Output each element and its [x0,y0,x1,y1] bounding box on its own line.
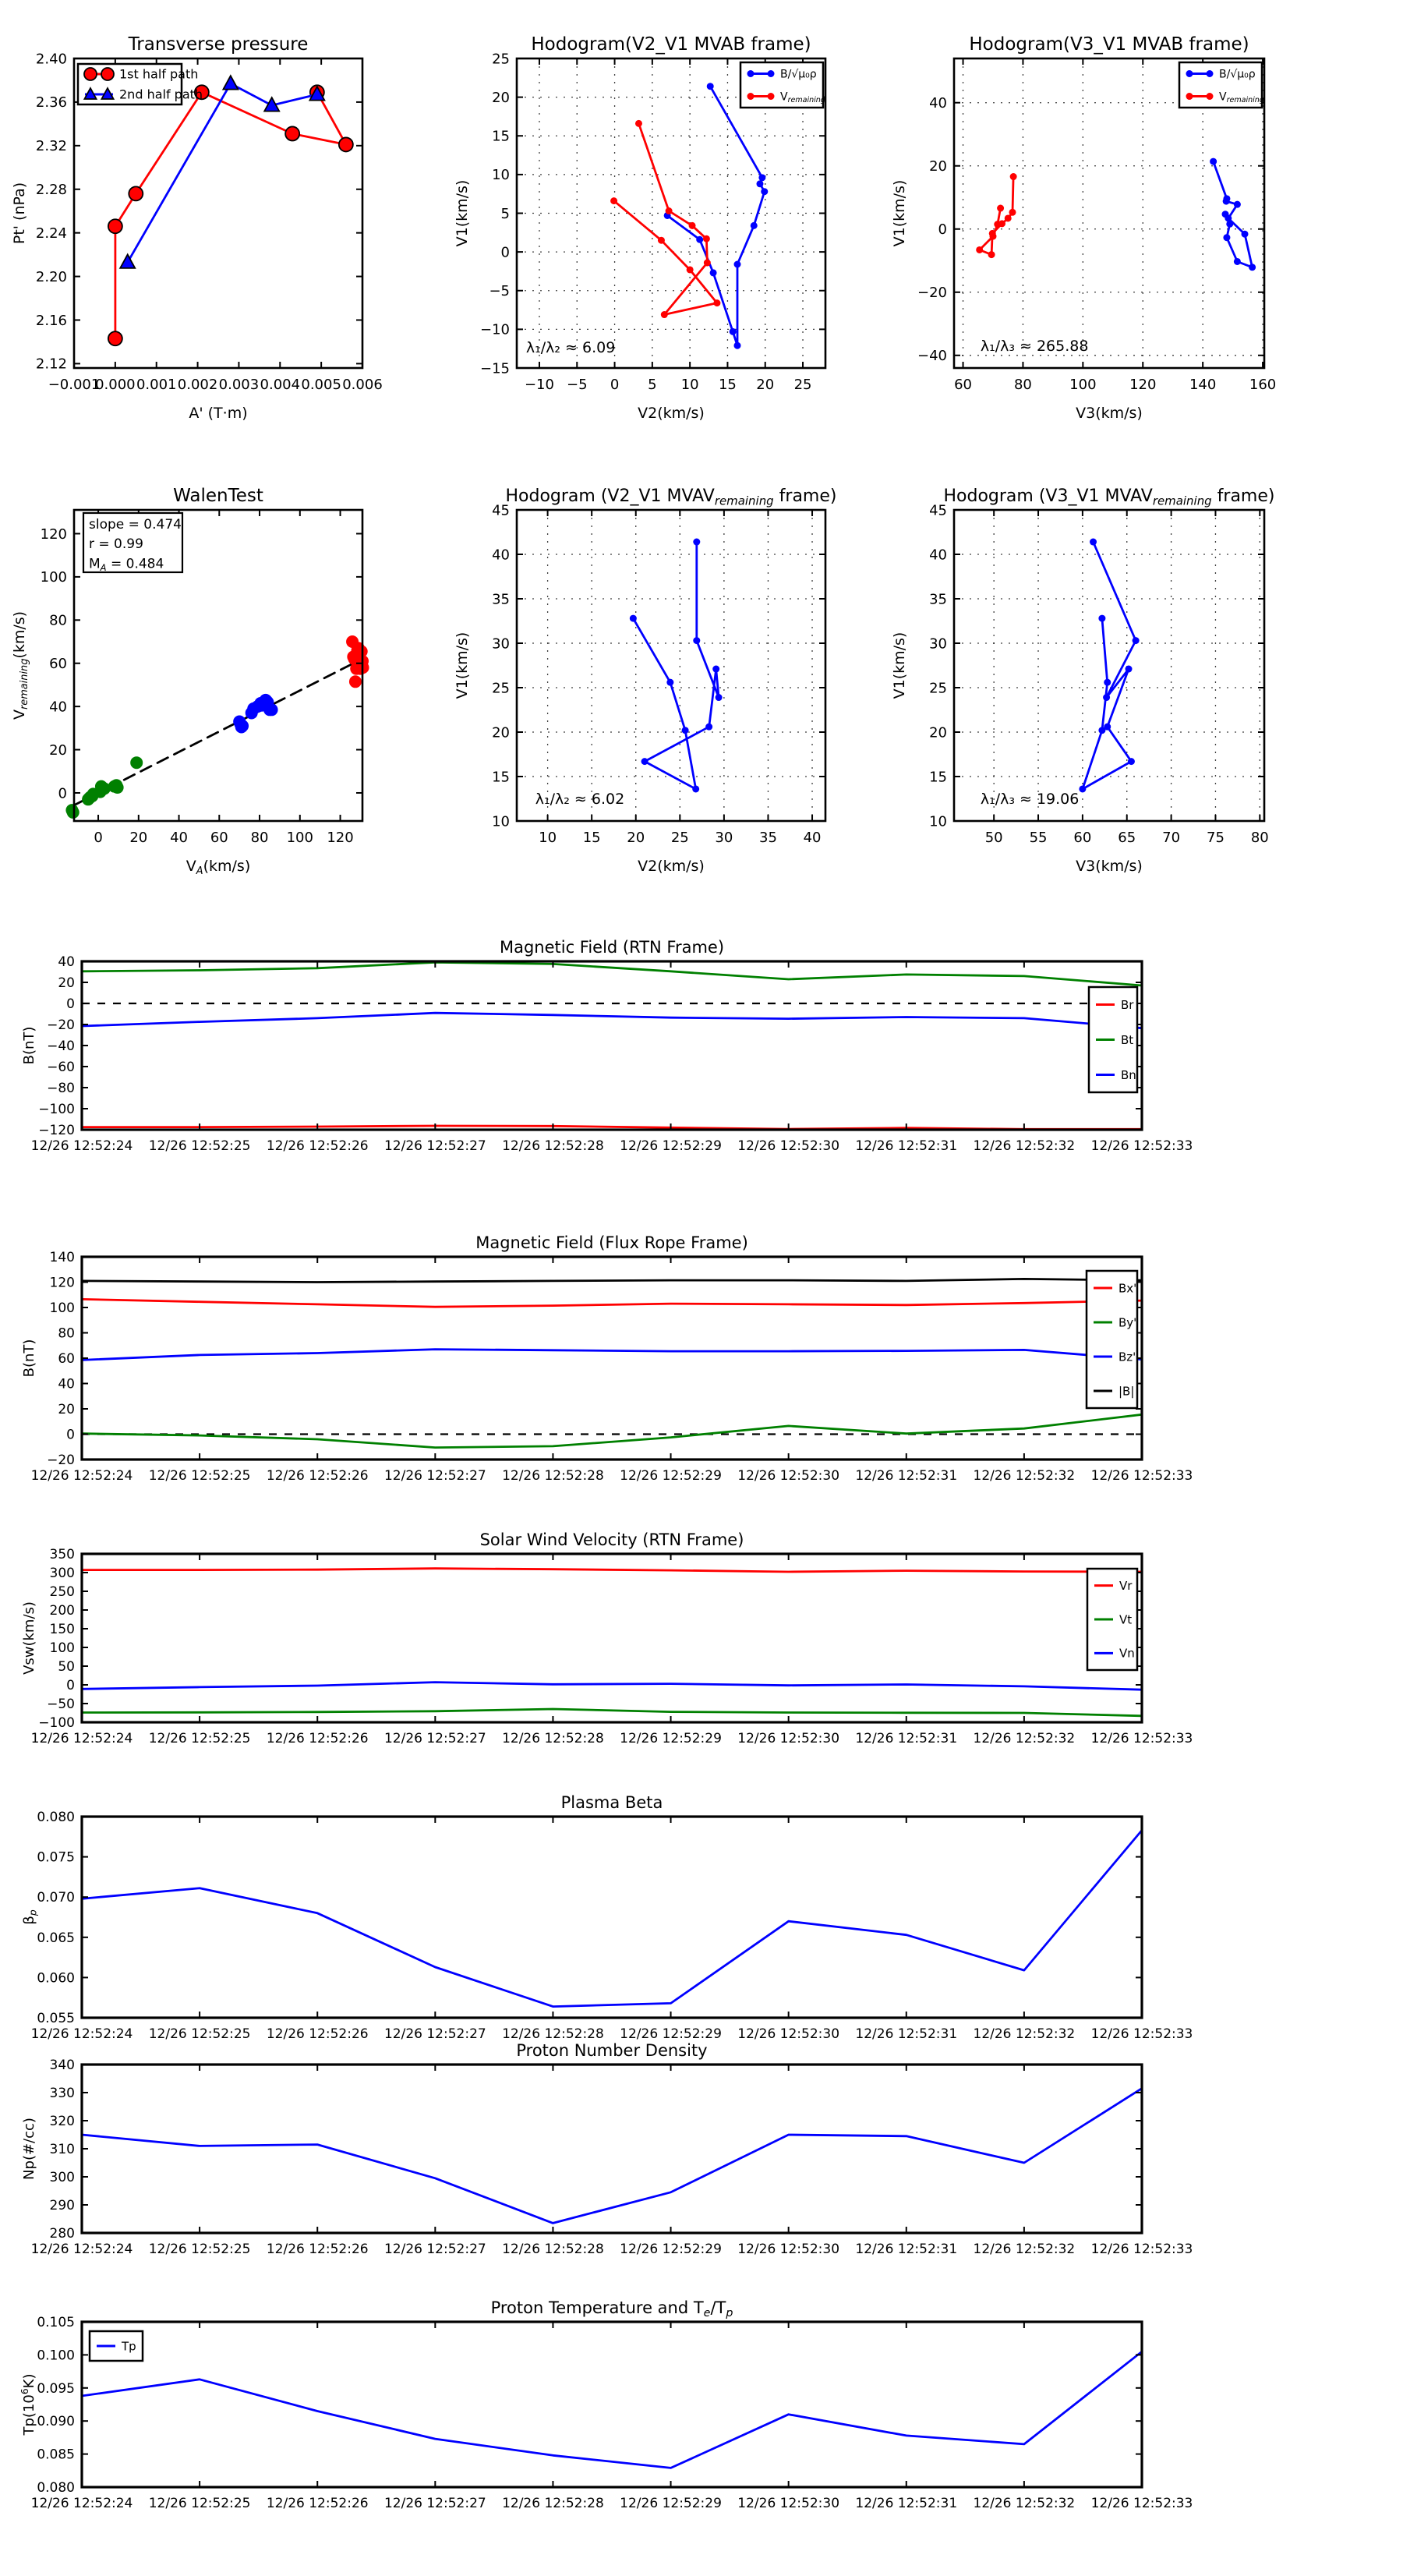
y-tick-label: 50 [58,1658,75,1675]
legend-label: Vt [1119,1612,1133,1627]
x-tick-label: 12/26 12:52:25 [148,1731,251,1746]
stats-line: $M_A = 0.484$ [89,556,164,573]
legend-label: Bn [1121,1067,1136,1082]
x-tick-label: 12/26 12:52:28 [502,2026,604,2042]
x-tick-label: 12/26 12:52:25 [148,2496,251,2511]
y-axis-label: Np(#/cc) [21,2118,37,2180]
y-axis-label: $V_{remaining}(km/s)$ [11,610,30,720]
y-axis-label: Pt' (nPa) [11,182,28,245]
plot-title: Hodogram (V3_V1 $MVAV_{remaining}$ frame) [943,487,1275,508]
x-tick-label: 12/26 12:52:31 [855,1468,958,1484]
legend [78,64,203,104]
x-tick-label: 12/26 12:52:25 [148,1468,251,1484]
y-tick-label: 280 [49,2225,75,2242]
x-tick-label: 0 [610,377,620,393]
x-tick-label: 100 [1069,377,1097,393]
y-tick-label: 0.065 [37,1930,75,1946]
x-tick-label: 12/26 12:52:29 [620,1731,722,1746]
legend-label: Tp [122,2339,136,2354]
series-V_{remaining} [976,173,1016,258]
y-tick-label: 25 [492,680,510,697]
legend-label: $V_{remaining}$ [780,90,825,105]
y-tick-label: −15 [480,360,510,377]
x-tick-label: 12/26 12:52:30 [737,2026,840,2042]
plot-title: WalenTest [173,486,263,506]
legend-label: 2nd half path [119,87,203,102]
x-tick-label: 12/26 12:52:27 [383,2026,486,2042]
y-tick-label: 40 [58,954,75,970]
y-tick-label: 0.080 [37,2479,75,2496]
legend-label: Bz' [1119,1350,1136,1364]
panel-proton-density [21,2041,1193,2257]
x-tick-label: 12/26 12:52:25 [148,2026,251,2042]
y-tick-label: 340 [49,2057,75,2073]
y-tick-label: −100 [38,1101,75,1117]
x-tick-label: 12/26 12:52:26 [266,1731,369,1746]
panel-hodogram-v2v1-mvav [454,487,837,875]
y-tick-label: 0 [500,244,510,261]
x-tick-label: 25 [793,377,812,393]
x-tick-label: 10 [539,830,557,846]
y-tick-label: 2.28 [35,182,67,199]
y-tick-label: 30 [492,635,510,653]
x-tick-label: 0.001 [136,377,177,393]
y-tick-label: 350 [49,1546,75,1562]
y-tick-label: 2.32 [35,138,67,155]
x-tick-label: 160 [1249,377,1277,393]
x-tick-label: 60 [954,377,972,393]
series-Bn [82,1013,1142,1028]
y-tick-label: 0.090 [37,2414,75,2430]
x-tick-label: 12/26 12:52:27 [383,1138,486,1154]
y-axis-label: Vsw(km/s) [21,1601,37,1675]
x-tick-label: 12/26 12:52:26 [266,2496,369,2511]
y-tick-label: 0.080 [37,1809,75,1825]
y-tick-label: −20 [917,285,947,302]
x-tick-label: 12/26 12:52:32 [973,2026,1076,2042]
plot-title: Hodogram(V2_V1 MVAB frame) [531,34,811,55]
legend-label: Br [1121,997,1134,1012]
series-Bt [82,962,1142,985]
x-tick-label: 12/26 12:52:29 [620,2026,722,2042]
y-tick-label: −100 [38,1714,75,1731]
series-B/√μ₀ρ [664,83,769,349]
y-tick-label: 15 [492,769,510,786]
y-tick-label: 0.055 [37,2010,75,2026]
x-tick-label: 12/26 12:52:24 [30,1138,133,1154]
x-tick-label: 0.004 [260,377,301,393]
plot-title: Proton Temperature and $T_e/T_p$ [490,2298,733,2320]
y-tick-label: 320 [49,2113,75,2129]
series-B/√μ₀ρ [1210,158,1256,271]
x-tick-label: 12/26 12:52:29 [620,1468,722,1484]
legend-label: |B| [1119,1384,1135,1399]
x-tick-label: 12/26 12:52:31 [855,2026,958,2042]
panel-transverse-pressure [11,34,383,422]
y-tick-label: 0 [66,1677,75,1693]
legend [740,62,825,108]
y-tick-label: 310 [49,2141,75,2157]
y-tick-label: 120 [40,525,67,543]
x-tick-label: 15 [718,377,737,393]
y-tick-label: 40 [929,547,947,564]
y-tick-label: 20 [58,975,75,991]
x-tick-label: 12/26 12:52:28 [502,2496,604,2511]
series-green-points [65,756,143,819]
x-axis-label: A' (T·m) [189,405,248,422]
y-tick-label: 60 [49,656,67,673]
x-tick-label: 60 [210,830,228,846]
y-tick-label: 330 [49,2085,75,2101]
x-tick-label: 0 [94,830,103,846]
x-tick-label: 12/26 12:52:31 [855,1731,958,1746]
y-tick-label: −5 [489,283,510,300]
series-Np [82,2089,1142,2224]
x-tick-label: 12/26 12:52:25 [148,1138,251,1154]
x-axis-label: V2(km/s) [638,405,705,422]
series-1st half path [108,85,353,345]
y-tick-label: 200 [49,1602,75,1619]
x-tick-label: 15 [582,830,601,846]
x-tick-label: 12/26 12:52:24 [30,2026,133,2042]
y-tick-label: 2.12 [35,356,67,373]
x-tick-label: 120 [327,830,354,846]
x-tick-label: 0.005 [301,377,341,393]
legend [90,2331,143,2361]
y-tick-label: 0.060 [37,1970,75,1987]
annotation: λ₁/λ₂ ≈ 6.02 [535,791,625,809]
x-tick-label: 12/26 12:52:30 [737,1138,840,1154]
y-tick-label: 290 [49,2197,75,2213]
y-tick-label: −10 [480,321,510,338]
x-tick-label: 12/26 12:52:33 [1090,1731,1193,1746]
x-tick-label: 12/26 12:52:28 [502,1468,604,1484]
plot-title: Hodogram (V2_V1 $MVAV_{remaining}$ frame) [505,487,837,508]
x-tick-label: 60 [1073,830,1092,846]
y-tick-label: −80 [47,1080,75,1096]
y-tick-label: 35 [492,591,510,608]
y-tick-label: 0 [938,221,947,239]
x-tick-label: 40 [803,830,822,846]
x-tick-label: 12/26 12:52:31 [855,2242,958,2257]
series-V_{remaining} [610,120,720,318]
series-red-points [346,635,369,688]
panel-hodogram-v3v1-mvav [891,487,1275,875]
series-V [1079,539,1139,793]
y-axis-label: B(nT) [21,1339,37,1378]
y-tick-label: 0 [66,996,75,1012]
x-tick-label: 12/26 12:52:24 [30,1468,133,1484]
x-tick-label: 12/26 12:52:32 [973,2242,1076,2257]
x-tick-label: 12/26 12:52:24 [30,2242,133,2257]
y-tick-label: 20 [929,724,947,741]
y-tick-label: 0 [66,1427,75,1443]
y-tick-label: 150 [49,1621,75,1637]
x-tick-label: 12/26 12:52:30 [737,1731,840,1746]
y-tick-label: 0 [58,785,67,802]
plot-title: Proton Number Density [516,2041,708,2060]
x-tick-label: 12/26 12:52:32 [973,1468,1076,1484]
x-tick-label: 12/26 12:52:32 [973,2496,1076,2511]
x-tick-label: 20 [129,830,148,846]
x-tick-label: 12/26 12:52:26 [266,1138,369,1154]
y-axis-label: V1(km/s) [454,632,471,699]
x-tick-label: 12/26 12:52:27 [383,1468,486,1484]
y-tick-label: 25 [492,51,510,68]
x-tick-label: 12/26 12:52:30 [737,2242,840,2257]
y-tick-label: 30 [929,635,947,653]
y-tick-label: 100 [49,1640,75,1656]
y-tick-label: −40 [917,348,947,365]
series-|B| [82,1279,1142,1282]
plot-title: Solar Wind Velocity (RTN Frame) [479,1530,744,1549]
y-tick-label: 25 [929,680,947,697]
x-axis-label: V2(km/s) [638,858,705,875]
x-tick-label: −0.001 [48,377,101,393]
y-tick-label: 300 [49,1565,75,1581]
x-tick-label: 20 [756,377,775,393]
y-tick-label: 60 [58,1350,75,1367]
x-tick-label: 65 [1118,830,1136,846]
x-tick-label: 12/26 12:52:24 [30,2496,133,2511]
y-tick-label: 120 [49,1275,75,1291]
y-tick-label: 20 [492,724,510,741]
y-axis-label: V1(km/s) [891,179,908,247]
y-tick-label: 80 [58,1325,75,1342]
x-tick-label: 12/26 12:52:31 [855,2496,958,2511]
y-tick-label: 250 [49,1583,75,1600]
series-Tp [82,2351,1142,2468]
legend [1087,1569,1137,1670]
x-tick-label: 120 [1129,377,1157,393]
y-tick-label: 10 [492,167,510,184]
y-tick-label: 20 [49,741,67,759]
legend [1179,62,1264,108]
legend-label: B/√μ₀ρ [1219,68,1256,81]
x-tick-label: 12/26 12:52:33 [1090,1468,1193,1484]
x-tick-label: 35 [759,830,777,846]
y-tick-label: 2.20 [35,268,67,285]
y-tick-label: 100 [49,1300,75,1316]
annotation: λ₁/λ₃ ≈ 19.06 [980,791,1080,809]
y-tick-label: −20 [47,1017,75,1033]
y-tick-label: −60 [47,1059,75,1075]
y-tick-label: 0.085 [37,2447,75,2463]
y-tick-label: −50 [47,1696,75,1712]
x-tick-label: 80 [250,830,269,846]
x-tick-label: 55 [1029,830,1048,846]
y-tick-label: 15 [492,128,510,145]
x-axis-label: $V_A(km/s)$ [186,858,251,877]
panel-proton-temp [19,2298,1193,2511]
x-tick-label: 12/26 12:52:33 [1090,2242,1193,2257]
legend-label: Bt [1121,1032,1134,1047]
plot-title: Magnetic Field (RTN Frame) [499,938,725,957]
y-tick-label: 0.070 [37,1890,75,1906]
y-tick-label: 100 [40,569,67,586]
x-tick-label: 0.002 [177,377,218,393]
plot-title: Transverse pressure [128,34,309,55]
plot-title: Magnetic Field (Flux Rope Frame) [475,1233,748,1252]
legend-label: By' [1119,1315,1137,1330]
x-tick-label: 5 [648,377,657,393]
y-tick-label: 20 [58,1401,75,1417]
x-tick-label: 12/26 12:52:27 [383,2496,486,2511]
y-tick-label: 2.36 [35,94,67,111]
x-tick-label: 80 [1250,830,1269,846]
x-tick-label: 12/26 12:52:30 [737,1468,840,1484]
x-tick-label: 0.000 [95,377,136,393]
panel-walen-test [11,486,369,877]
x-axis-label: V3(km/s) [1076,858,1143,875]
x-tick-label: 12/26 12:52:24 [30,1731,133,1746]
x-tick-label: 70 [1162,830,1181,846]
panel-mag-rtn [21,938,1193,1154]
x-tick-label: 25 [670,830,689,846]
y-tick-label: 2.16 [35,312,67,329]
y-tick-label: 0.095 [37,2380,75,2397]
x-tick-label: 12/26 12:52:32 [973,1138,1076,1154]
x-tick-label: 12/26 12:52:29 [620,2242,722,2257]
x-tick-label: 12/26 12:52:33 [1090,2496,1193,2511]
y-axis-label: B(nT) [21,1026,37,1065]
panel-hodogram-v3v1-mvab [891,34,1276,422]
y-tick-label: 80 [49,612,67,629]
x-tick-label: 20 [627,830,645,846]
x-tick-label: 0.006 [342,377,383,393]
x-tick-label: 30 [715,830,733,846]
x-tick-label: 12/26 12:52:33 [1090,1138,1193,1154]
x-tick-label: 12/26 12:52:33 [1090,2026,1193,2042]
legend-label: Vr [1119,1578,1133,1593]
x-tick-label: 12/26 12:52:28 [502,1138,604,1154]
y-tick-label: 2.24 [35,225,67,242]
legend-label: $V_{remaining}$ [1219,90,1264,105]
x-tick-label: 12/26 12:52:25 [148,2242,251,2257]
stats-line: slope = 0.474 [89,516,182,533]
panel-hodogram-v2v1-mvab [454,34,825,422]
legend [1089,987,1137,1092]
y-tick-label: 15 [929,769,947,786]
legend [1087,1271,1137,1408]
series-Vt [82,1709,1142,1716]
y-tick-label: −20 [47,1452,75,1468]
x-tick-label: 50 [984,830,1003,846]
series-Bx' [82,1299,1142,1307]
y-axis-label: $Tp(10^6K)$ [19,2373,37,2436]
legend-label: Bx' [1119,1281,1137,1296]
x-tick-label: 12/26 12:52:31 [855,1138,958,1154]
y-tick-label: 5 [500,205,510,222]
legend-label: B/√μ₀ρ [780,68,817,81]
y-tick-label: 0.075 [37,1849,75,1866]
legend-label: Vn [1119,1646,1135,1661]
series-Bz' [82,1350,1142,1361]
x-tick-label: 12/26 12:52:27 [383,1731,486,1746]
y-tick-label: 300 [49,2169,75,2185]
y-tick-label: −40 [47,1038,75,1054]
panel-vsw-rtn [21,1530,1193,1746]
y-tick-label: 0.100 [37,2348,75,2364]
plot-title: Hodogram(V3_V1 MVAB frame) [969,34,1249,55]
x-tick-label: −5 [566,377,588,393]
y-tick-label: 40 [492,547,510,564]
y-tick-label: 10 [929,813,947,830]
y-tick-label: −120 [38,1122,75,1138]
x-axis-label: V3(km/s) [1076,405,1143,422]
y-tick-label: 40 [929,95,947,112]
x-tick-label: 12/26 12:52:29 [620,1138,722,1154]
x-tick-label: 12/26 12:52:26 [266,1468,369,1484]
stats-line: r = 0.99 [89,536,143,553]
series-blue-points [233,694,277,734]
y-tick-label: 140 [49,1249,75,1265]
y-tick-label: 40 [58,1376,75,1392]
x-tick-label: 12/26 12:52:26 [266,2026,369,2042]
x-tick-label: 40 [170,830,188,846]
x-tick-label: 10 [680,377,699,393]
y-tick-label: 40 [49,699,67,716]
series-V [630,539,723,793]
x-tick-label: 12/26 12:52:26 [266,2242,369,2257]
x-tick-label: −10 [524,377,554,393]
series-Vr [82,1569,1142,1572]
panel-mag-fluxrope [21,1233,1193,1484]
y-axis-label: V1(km/s) [891,632,908,699]
x-tick-label: 12/26 12:52:28 [502,1731,604,1746]
series-beta_p [82,1831,1142,2007]
annotation: λ₁/λ₂ ≈ 6.09 [525,339,616,357]
y-tick-label: 0.105 [37,2314,75,2330]
x-tick-label: 12/26 12:52:29 [620,2496,722,2511]
y-tick-label: 45 [929,502,947,519]
y-tick-label: 10 [492,813,510,830]
y-axis-label: V1(km/s) [454,179,471,247]
y-tick-label: 2.40 [35,51,67,68]
x-tick-label: 0.003 [218,377,260,393]
plot-title: Plasma Beta [560,1793,663,1812]
x-tick-label: 12/26 12:52:32 [973,1731,1076,1746]
x-tick-label: 100 [286,830,313,846]
series-By' [82,1414,1142,1447]
x-tick-label: 140 [1189,377,1217,393]
x-tick-label: 12/26 12:52:30 [737,2496,840,2511]
y-axis-label: $\beta_p$ [21,1909,39,1925]
x-tick-label: 12/26 12:52:27 [383,2242,486,2257]
series-Vn [82,1683,1142,1690]
x-tick-label: 80 [1013,377,1032,393]
y-tick-label: 35 [929,591,947,608]
y-tick-label: 45 [492,502,510,519]
y-tick-label: 20 [929,158,947,175]
x-tick-label: 75 [1207,830,1225,846]
panel-plasma-beta [21,1793,1193,2042]
annotation: λ₁/λ₃ ≈ 265.88 [980,338,1089,356]
y-tick-label: 20 [492,89,510,106]
x-tick-label: 12/26 12:52:28 [502,2242,604,2257]
legend-label: 1st half path [119,66,199,82]
